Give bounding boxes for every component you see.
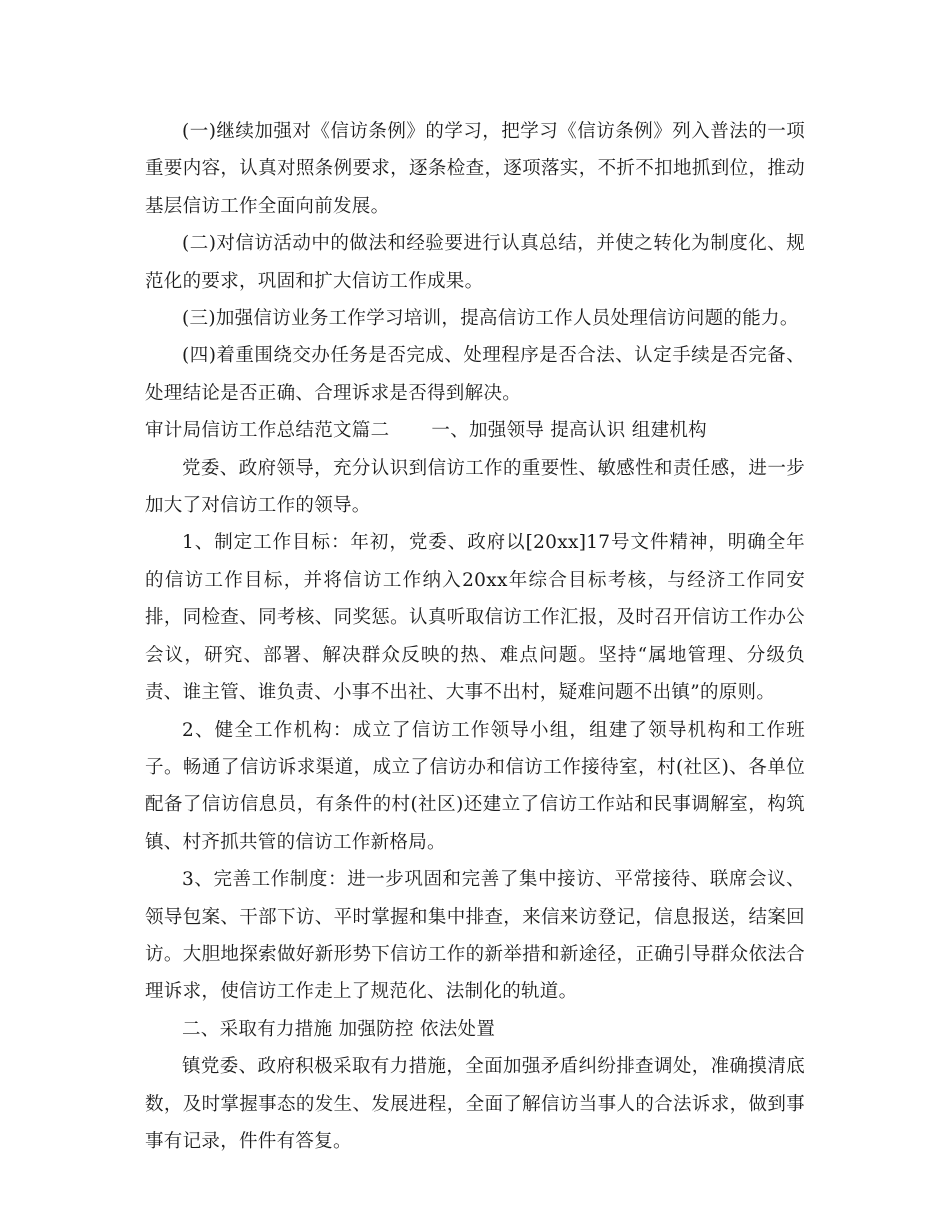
- paragraph-item-4: (四)着重围绕交办任务是否完成、处理程序是否合法、认定手续是否完备、处理结论是否正确、合理诉求是否得到解决。: [145, 345, 805, 404]
- paragraph-system: 3、完善工作制度：进一步巩固和完善了集中接访、平常接待、联席会议、领导包案、干部下访、平时掌握和集中排查，来信来访登记，信息报送，结案回访。大胆地探索做好新形势下信访工作的新举措和新途径，正确引导群众依法合理诉求，使信访工作走上了规范化、法制化的轨道。: [145, 869, 805, 1003]
- article-heading-line: [145, 412, 805, 449]
- paragraph-item-3: (三)加强信访业务工作学习培训，提高信访工作人员处理信访问题的能力。: [182, 308, 799, 330]
- paragraph-measures: 镇党委、政府积极采取有力措施，全面加强矛盾纠纷排查调处，准确摸清底数，及时掌握事态的发生、发展进程，全面了解信访当事人的合法诉求，做到事事有记录，件件有答复。: [145, 1056, 805, 1152]
- section-two-heading: 二、采取有力措施 加强防控 依法处置: [182, 1018, 496, 1040]
- section-one-heading: 一、加强领导 提高认识 组建机构: [431, 420, 707, 442]
- document-body: [145, 113, 805, 1160]
- paragraph-item-1: (一)继续加强对《信访条例》的学习，把学习《信访条例》列入普法的一项重要内容，认真对照条例要求，逐条检查，逐项落实，不折不扣地抓到位，推动基层信访工作全面向前发展。: [145, 121, 805, 217]
- paragraph-leadership: 党委、政府领导，充分认识到信访工作的重要性、敏感性和责任感，进一步加大了对信访工作的领导。: [145, 457, 805, 517]
- paragraph-organization: 2、健全工作机构：成立了信访工作领导小组，组建了领导机构和工作班子。畅通了信访诉求渠道，成立了信访办和信访工作接待室，村(社区)、各单位配备了信访信息员，有条件的村(社区)还建立了信访工作站和民事调解室，构筑镇、村齐抓共管的信访工作新格局。: [145, 719, 805, 853]
- article-title: 审计局信访工作总结范文篇二: [145, 420, 390, 442]
- paragraph-goal: 1、制定工作目标：年初，党委、政府以[20xx]17号文件精神，明确全年的信访工作目标，并将信访工作纳入20xx年综合目标考核，与经济工作同安排，同检查、同考核、同奖惩。认真听取信访工作汇报，及时召开信访工作办公会议，研究、部署、解决群众反映的热、难点问题。坚持“属地管理、分级负责、谁主管、谁负责、小事不出社、大事不出村，疑难问题不出镇”的原则。: [145, 532, 805, 704]
- paragraph-item-2: (二)对信访活动中的做法和经验要进行认真总结，并使之转化为制度化、规范化的要求，巩固和扩大信访工作成果。: [145, 233, 805, 292]
